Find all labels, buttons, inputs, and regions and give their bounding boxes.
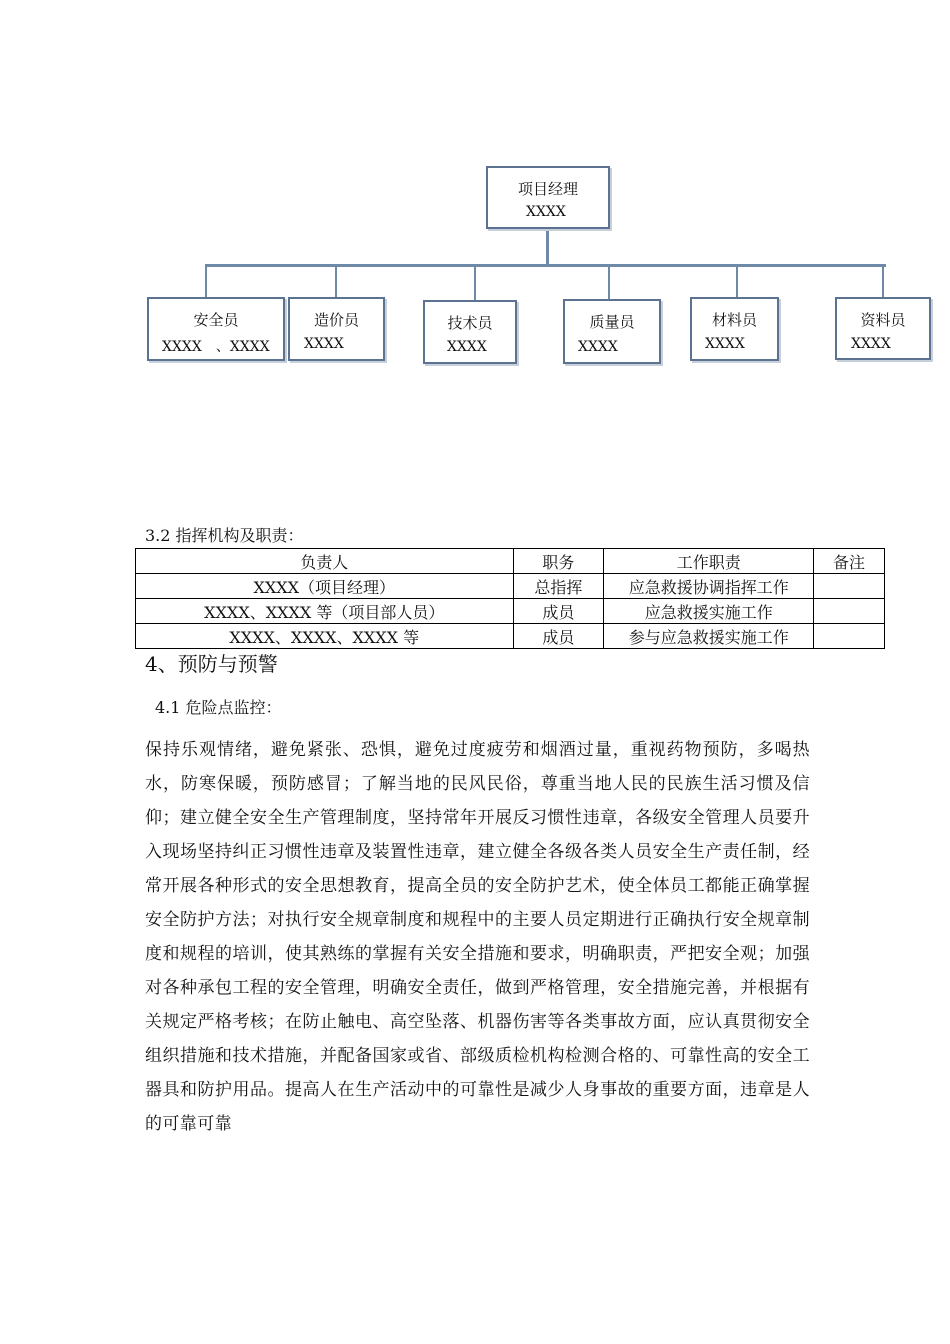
org-name: XXXX <box>705 336 745 352</box>
org-box-member <box>147 297 285 361</box>
column-header: 工作职责 <box>604 549 814 574</box>
table-cell: XXXX、XXXX、XXXX 等 <box>136 624 514 649</box>
org-box-member <box>563 299 661 364</box>
connector-drop-2 <box>335 264 337 298</box>
org-name: XXXX 、XXXX <box>162 339 270 355</box>
column-header: 职务 <box>513 549 604 574</box>
table-header-row <box>136 549 885 574</box>
org-box-member <box>288 297 385 361</box>
table-row <box>136 599 885 624</box>
org-box-member <box>690 297 779 361</box>
org-box-manager <box>486 166 610 229</box>
column-header: 备注 <box>814 549 885 574</box>
org-box-member <box>423 300 517 364</box>
org-name: XXXX <box>578 339 618 355</box>
table-cell: 应急救援协调指挥工作 <box>604 574 814 599</box>
connector-drop-1 <box>205 264 207 298</box>
table-cell: 应急救援实施工作 <box>604 599 814 624</box>
subsection-heading-4-1: 4.1 危险点监控： <box>155 698 282 717</box>
connector-drop-4 <box>608 264 610 300</box>
table-cell: 总指挥 <box>513 574 604 599</box>
table-cell: 成员 <box>513 599 604 624</box>
table-cell <box>814 599 885 624</box>
org-title: 项目经理 <box>517 180 578 198</box>
command-table <box>135 548 885 649</box>
org-title: 材料员 <box>711 311 757 329</box>
table-cell: XXXX、XXXX 等（项目部人员） <box>136 599 514 624</box>
org-title: 质量员 <box>589 313 635 331</box>
section-heading-3-2: 3.2 指挥机构及职责： <box>145 526 304 545</box>
table-row <box>136 624 885 649</box>
org-title: 技术员 <box>447 314 493 332</box>
table-cell: 成员 <box>513 624 604 649</box>
table-cell: 参与应急救援实施工作 <box>604 624 814 649</box>
table-cell <box>814 624 885 649</box>
org-title: 造价员 <box>313 311 359 329</box>
connector-bus <box>205 264 886 267</box>
org-name: XXXX <box>447 339 487 355</box>
table-row <box>136 574 885 599</box>
table-cell <box>814 574 885 599</box>
org-name: XXXX <box>851 336 891 352</box>
org-name: XXXX <box>526 204 566 220</box>
org-title: 安全员 <box>193 311 239 329</box>
connector-drop-6 <box>882 264 884 298</box>
org-title: 资料员 <box>860 311 906 329</box>
connector-drop-5 <box>736 264 738 298</box>
table-cell: XXXX（项目经理） <box>136 574 514 599</box>
org-box-member <box>835 297 931 360</box>
body-paragraph: 保持乐观情绪，避免紧张、恐惧，避免过度疲劳和烟酒过量，重视药物预防，多喝热水，防寒保暖，预防感冒；了解当地的民风民俗，尊重当地人民的民族生活习惯及信仰；建立健全安全生产管理制度，坚持常年开展反习惯性违章，各级安全管理人员要升入现场坚持纠正习惯性违章及装置性违章，建立健全各级各类人员安全生产责任制，经常开展各种形式的安全思想教育，提高全员的安全防护艺术，使全体员工都能正确掌握安全防护方法；对执行安全规章制度和规程中的主要人员定期进行正确执行安全规章制度和规程的培训，使其熟练的掌握有关安全措施和要求，明确职责，严把安全观；加强对各种承包工程的安全管理，明确安全责任，做到严格管理，安全措施完善，并根据有关规定严格考核；在防止触电、高空坠落、机器伤害等各类事故方面，应认真贯彻安全组织措施和技术措施，并配备国家或省、部级质检机构检测合格的、可靠性高的安全工器具和防护用品。提高人在生产活动中的可靠性是减少人身事故的重要方面，违章是人的可靠可靠 <box>145 740 810 1134</box>
connector-trunk <box>546 228 549 266</box>
org-name: XXXX <box>304 336 344 352</box>
section-heading-4: 4、预防与预警 <box>145 652 278 676</box>
connector-drop-3 <box>474 264 476 301</box>
column-header: 负责人 <box>136 549 514 574</box>
